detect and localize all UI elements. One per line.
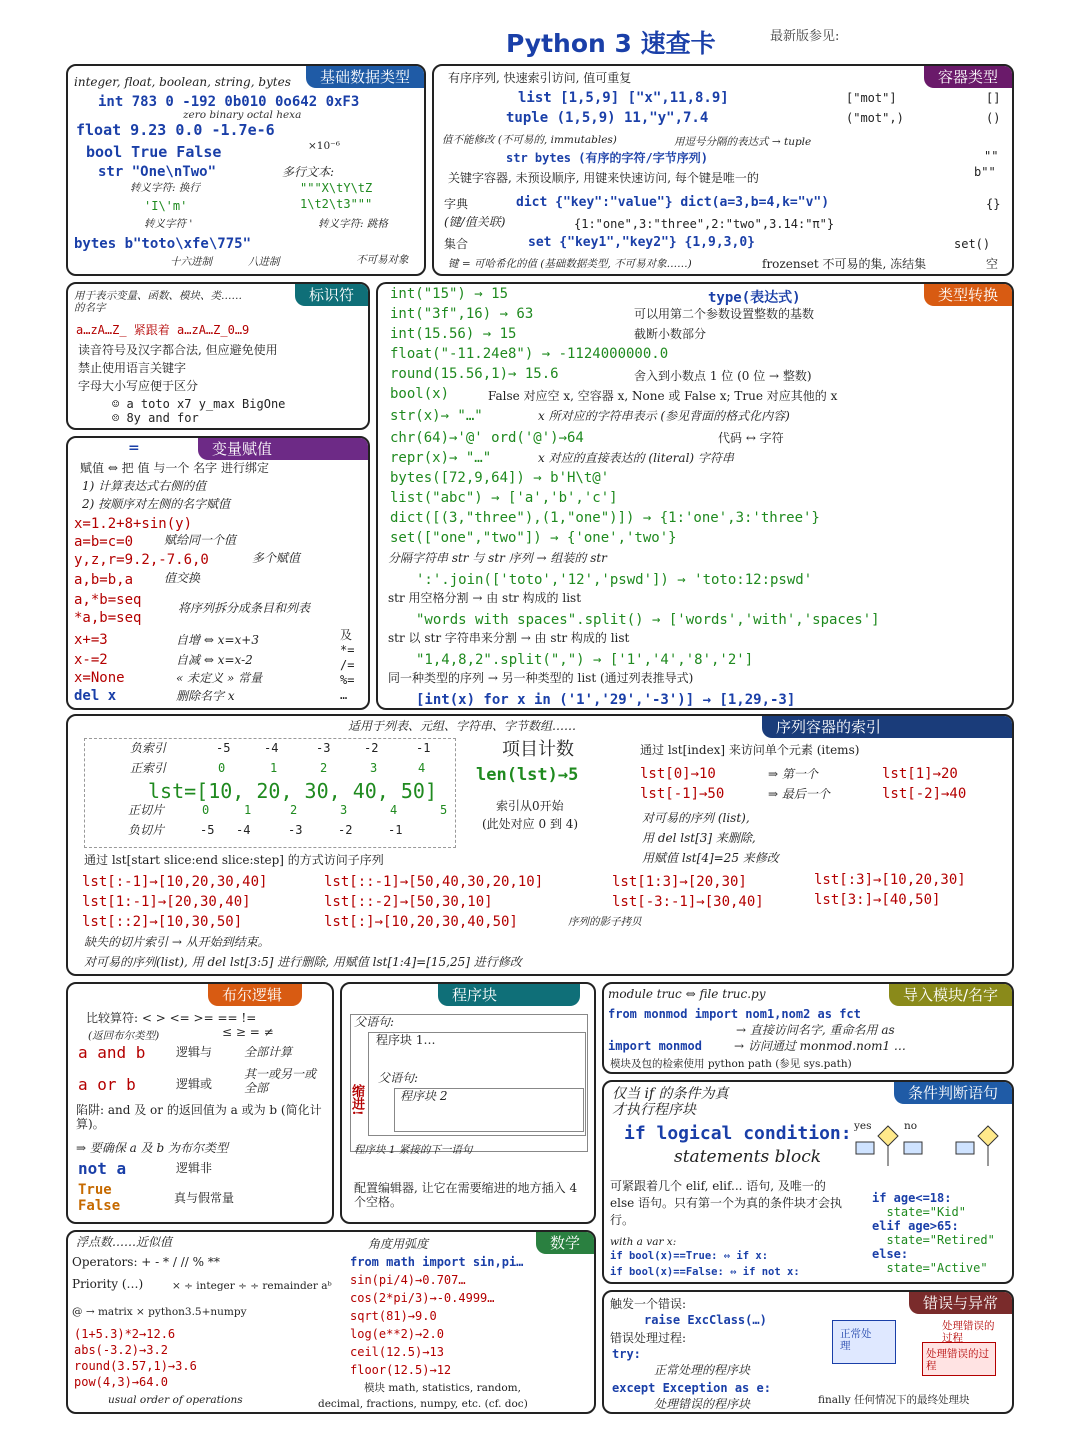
operators: Operators: + - * / // % ** <box>72 1255 220 1269</box>
str-note-newline: 转义字符: 换行 <box>130 182 200 194</box>
subseq-desc: 通过 lst[start slice:end slice:step] 的方式访问子序列 <box>84 853 384 867</box>
tuple-line: tuple (1,5,9) 11,"y",7.4 <box>506 110 709 126</box>
keyed-containers: 关键字容器, 未预设顺序, 用键来快速访问, 每个键是唯一的 <box>448 171 759 185</box>
assign-l8: x-=2 <box>74 652 108 668</box>
mut-1: 对可易的序列 (list), <box>642 811 750 825</box>
slice-9: lst[::2]→[10,30,50] <box>82 914 243 930</box>
import-l2: import monmod <box>608 1039 702 1053</box>
cond-v1: if bool(x)==True: ⇔ if x: <box>610 1250 769 1262</box>
math-r4: sqrt(81)→9.0 <box>350 1309 437 1323</box>
dict-line2: {1:"one",3:"three",2:"two",3.14:"π"} <box>574 217 835 231</box>
diagram-normal: 正常处理 <box>840 1328 872 1353</box>
diagram-err2: 处理错误的过程 <box>942 1320 995 1345</box>
latest-version-note: 最新版参见: <box>770 29 840 44</box>
and-note: 逻辑与 <box>176 1045 213 1059</box>
cond-c2: state="Kid" <box>872 1205 966 1219</box>
slice-2: lst[::-1]→[50,40,30,20,10] <box>324 874 544 890</box>
str-note-quote: 转义字符 ' <box>144 218 193 230</box>
join-example: ':'.join(['toto','12','pswd']) → 'toto:12:pswd' <box>416 572 813 588</box>
cmp-return: (返回布尔类型) <box>88 1030 160 1042</box>
str-quote: 'I\'m' <box>144 199 188 213</box>
conversion-row: str(x)→ "…" <box>390 408 483 424</box>
cond-only: 仅当 if 的条件为真 <box>612 1086 729 1102</box>
float-approx: 浮点数……近似值 <box>76 1235 173 1249</box>
operator-notes: × ÷ integer ÷ ÷ remainder aᵇ <box>172 1280 332 1292</box>
neg-slice-value: -1 <box>388 823 403 837</box>
and-expr: a and b <box>78 1043 146 1062</box>
math-header: 数学 <box>536 1232 594 1254</box>
assign-l2: a=b=c=0 <box>74 534 134 550</box>
import-path: 模块及包的检索使用 python path (参见 sys.path) <box>610 1058 852 1070</box>
handle-desc: 错误处理过程: <box>610 1331 687 1345</box>
block-parent2: 父语句: <box>378 1071 419 1085</box>
program-block-header: 程序块 <box>438 984 580 1006</box>
join-note: 分隔字符串 str 与 str 序列 → 组装的 str <box>388 551 607 565</box>
conversion-row: set(["one","two"]) → {'one','two'} <box>390 530 677 546</box>
pos-slice-value: 0 <box>202 803 210 817</box>
import-l1n: → 直接访问名字, 重命名用 as <box>736 1023 895 1037</box>
finally-note: finally 任何情况下的最终处理块 <box>818 1394 970 1406</box>
access-3: lst[-1]→50 <box>640 786 725 802</box>
import-section <box>602 982 1014 1074</box>
conv-note-repr: x 对应的直接表达的 (literal) 字符串 <box>538 451 734 465</box>
container-types-header: 容器类型 <box>924 66 1012 88</box>
assign-l6: *a,b=seq <box>74 610 142 626</box>
assign-l56n: 将序列拆分成条目和列表 <box>178 601 311 615</box>
math-r2: sin(pi/4)→0.707… <box>350 1273 466 1287</box>
conversion-row: int(15.56) → 15 <box>390 326 517 342</box>
cond-c6: state="Active" <box>872 1261 988 1275</box>
access-4: lst[-2]→40 <box>882 786 967 802</box>
str-empty: "" <box>984 149 999 163</box>
assign-l7n: 自增 ⇔ x=x+3 <box>176 633 259 647</box>
assign-desc: 赋值 ⇔ 把 值 与一个 名字 进行绑定 <box>80 461 269 475</box>
cond-c4: state="Retired" <box>872 1233 995 1247</box>
cond-c5: else: <box>872 1247 909 1261</box>
assign-l3: y,z,r=9.2,-7.6,0 <box>74 552 209 568</box>
bool-line: bool True False <box>86 143 222 161</box>
flow-yes: yes <box>854 1120 872 1132</box>
index-from-zero-b: (此处对应 0 到 4) <box>482 817 579 831</box>
identifiers-header: 标识符 <box>295 284 368 306</box>
access-2: lst[1]→20 <box>882 766 958 782</box>
access-desc: 通过 lst[index] 来访问单个元素 (items) <box>640 743 860 757</box>
split-note: str 用空格分割 → 由 str 构成的 list <box>388 591 582 605</box>
access-1n: ⇒ 第一个 <box>768 767 818 781</box>
import-header: 导入模块/名字 <box>889 984 1012 1006</box>
assign-l10n: 删除名字 x <box>176 689 235 703</box>
neg-index-value: -3 <box>316 741 331 755</box>
assign-l8n: 自减 ⇔ x=x-2 <box>176 653 253 667</box>
len-example: len(lst)→5 <box>476 765 579 785</box>
and-note2: 全部计算 <box>244 1045 293 1059</box>
dict-empty: {} <box>986 197 1001 211</box>
cond-desc: 可紧跟着几个 elif, elif... 语句, 及唯一的 else 语句。只有第一个为真的条件块才会执行。 <box>610 1179 843 1227</box>
module-file: module truc ⇔ file truc.py <box>608 987 766 1001</box>
conv-note-base: 可以用第二个参数设置整数的基数 <box>634 307 815 321</box>
neg-slice-value: -4 <box>236 823 251 837</box>
neg-slice-label: 负切片 <box>128 823 165 837</box>
multiline-label: 多行文本: <box>282 165 335 179</box>
dict-sub: (键/值关联) <box>444 215 506 229</box>
cond-c3: elif age>65: <box>872 1219 959 1233</box>
str-bytes-line: str bytes (有序的字符/字节序列) <box>506 151 708 165</box>
ordered-seq: 有序序列, 快速索引访问, 值可重复 <box>448 71 632 85</box>
pos-index-value: 3 <box>370 761 378 775</box>
cond-only2: 才执行程序块 <box>612 1102 696 1118</box>
slice-5: lst[1:-1]→[20,30,40] <box>82 894 251 910</box>
error-block: 处理错误的程序块 <box>654 1397 751 1411</box>
bytes-hex-note: 十六进制 <box>170 256 212 268</box>
tf-note: 真与假常量 <box>174 1191 235 1205</box>
tuple-empty: () <box>986 111 1001 125</box>
set-empty: set() <box>954 237 991 251</box>
block-1: 程序块 1… <box>376 1033 436 1047</box>
raise-code: raise ExcClass(…) <box>644 1313 767 1327</box>
mut-3: 用赋值 lst[4]=25 来修改 <box>642 851 779 865</box>
flow-no: no <box>904 1120 918 1132</box>
conv-note-str: x 所对应的字符串表示 (参见背面的格式化内容) <box>538 409 790 423</box>
missing-slice-note: 缺失的切片索引 → 从开始到结束。 <box>84 935 270 949</box>
pos-slice-value: 4 <box>390 803 398 817</box>
bool-trap: 陷阱: and 及 or 的返回值为 a 或为 b (简化计算)。 <box>76 1103 322 1131</box>
neg-slice-value: -5 <box>200 823 215 837</box>
not-note: 逻辑非 <box>176 1161 213 1175</box>
block-parent: 父语句: <box>354 1015 395 1029</box>
block-config: 配置编辑器, 让它在需要缩进的地方插入 4 个空格。 <box>354 1181 578 1209</box>
immutable-values-note: 值不能修改 (不可易的, immutables) <box>442 134 617 146</box>
neg-index-value: -1 <box>416 741 431 755</box>
assign-s1: 1) 计算表达式右侧的值 <box>82 479 207 493</box>
neg-index-value: -2 <box>364 741 379 755</box>
tuple-single: ("mot",) <box>846 111 904 125</box>
or-note2: 其一或另一或全部 <box>244 1067 317 1095</box>
ident-good: ☺ a toto x7 y_max BigOne <box>112 397 286 411</box>
type-conversion-header: 类型转换 <box>924 284 1012 306</box>
cond-stmt: statements block <box>674 1147 822 1167</box>
except-kw: except Exception as e: <box>612 1381 771 1395</box>
conversion-row: bytes([72,9,64]) → b'H\t@' <box>390 470 610 486</box>
comma-tuple-note: 用逗号分隔的表达式 → tuple <box>674 136 812 148</box>
block-next: 程序块 1 紧接的下一语句 <box>354 1144 473 1156</box>
list-single: ["mot"] <box>846 91 897 105</box>
assign-eq: = <box>128 440 140 456</box>
page-title: Python 3 速查卡 <box>506 29 716 58</box>
slice-1: lst[:-1]→[10,20,30,40] <box>82 874 268 890</box>
slice-8: lst[3:]→[40,50] <box>814 892 941 908</box>
conversion-row: dict([(3,"three"),(1,"one")]) → {1:'one',3:'three'} <box>390 510 820 526</box>
normal-block: 正常处理的程序块 <box>654 1363 751 1377</box>
conversion-row: int("3f",16) → 63 <box>390 306 534 322</box>
empty-label: 空 <box>986 257 999 271</box>
math-r7: floor(12.5)→12 <box>350 1363 452 1377</box>
assign-l4: a,b=b,a <box>74 572 134 588</box>
flowchart-icon <box>848 1122 1008 1172</box>
float-exp-note: ×10⁻⁶ <box>308 140 340 152</box>
neg-slice-value: -2 <box>338 823 353 837</box>
basic-types-list: integer, float, boolean, string, bytes <box>74 75 291 89</box>
bytes-empty: b"" <box>974 165 996 179</box>
key-hashable-note: 键 = 可哈希化的值 (基础数据类型, 不可易对象……) <box>448 258 692 270</box>
math-m4: pow(4,3)→64.0 <box>74 1375 168 1389</box>
ident-r1: 读音符号及汉字都合法, 但应避免使用 <box>78 343 278 357</box>
indent-warning: 缩进! <box>348 1084 364 1116</box>
conv-note-trunc: 截断小数部分 <box>634 327 707 341</box>
conditional-header: 条件判断语句 <box>894 1082 1012 1104</box>
int-line: int 783 0 -192 0b010 0o642 0xF3 <box>98 94 360 110</box>
conditional-section <box>602 1080 1014 1284</box>
frozenset-note: frozenset 不可易的集, 冻结集 <box>762 257 927 271</box>
dict-line: dict {"key":"value"} dict(a=3,b=4,k="v") <box>516 195 830 210</box>
neg-slice-value: -3 <box>288 823 303 837</box>
type-conversion-section <box>376 282 1014 710</box>
math-section <box>66 1230 596 1414</box>
boolean-section <box>66 982 334 1224</box>
or-note: 逻辑或 <box>176 1077 213 1091</box>
dict-label: 字典 <box>444 197 469 211</box>
cmp-ops: 比较算符: < > <= >= == != <box>86 1011 257 1025</box>
pos-index-value: 4 <box>418 761 426 775</box>
math-r3: cos(2*pi/3)→-0.4999… <box>350 1291 495 1305</box>
set-label: 集合 <box>444 237 469 251</box>
assign-l3n: 多个赋值 <box>252 551 301 565</box>
basic-types-section <box>66 64 426 276</box>
list-line: list [1,5,9] ["x",11,8.9] <box>518 90 729 106</box>
pos-index-label: 正索引 <box>130 761 167 775</box>
raise-desc: 触发一个错误: <box>610 1297 687 1311</box>
split-example: "words with spaces".split() → ['words','with','spaces'] <box>416 612 880 628</box>
assign-l9: x=None <box>74 670 125 686</box>
ident-r3: 字母大小写应便于区分 <box>78 379 199 393</box>
conv-note-bool: False 对应空 x, 空容器 x, None 或 False x; True 对应其他的 x <box>488 389 838 403</box>
set-line: set {"key1","key2"} {1,9,3,0} <box>528 235 755 250</box>
exceptions-section <box>602 1290 1014 1414</box>
cond-if: if logical condition: <box>624 1123 852 1144</box>
slice-del-note: 对可易的序列(list), 用 del lst[3:5] 进行删除, 用赋值 lst[1:4]=[15,25] 进行修改 <box>84 955 522 969</box>
identifiers-section <box>66 282 370 430</box>
conversion-row: round(15.56,1)→ 15.6 <box>390 366 559 382</box>
conv-note-chr: 代码 ↔ 字符 <box>718 431 784 445</box>
conversion-row: repr(x)→ "…" <box>390 450 492 466</box>
conversion-row: list("abc") → ['a','b','c'] <box>390 490 618 506</box>
matrix-note: @ → matrix × python3.5+numpy <box>72 1306 247 1318</box>
slice-10: lst[:]→[10,20,30,40,50] <box>324 914 518 930</box>
pos-index-value: 2 <box>320 761 328 775</box>
neg-index-value: -5 <box>216 741 231 755</box>
assign-l2n: 赋给同一个值 <box>164 533 237 547</box>
cond-v2: if bool(x)==False: ⇔ if not x: <box>610 1266 800 1278</box>
pos-slice-value: 2 <box>290 803 298 817</box>
ident-rule: a…zA…Z_ 紧跟着 a…zA…Z_0…9 <box>76 323 250 337</box>
conversion-row: chr(64)→'@' ord('@')→64 <box>390 430 584 446</box>
multiline-2: 1\t2\t3""" <box>300 197 373 211</box>
list-empty: [] <box>986 91 1001 105</box>
cond-c1: if age<=18: <box>872 1191 952 1205</box>
index-from-zero: 索引从0开始 <box>496 799 564 813</box>
access-1: lst[0]→10 <box>640 766 716 782</box>
int-notes: zero binary octal hexa <box>183 109 302 121</box>
ident-bad: ☹ 8y and for <box>112 411 199 425</box>
assign-l4n: 值交换 <box>164 571 201 585</box>
bool-ensure: ⇒ 要确保 a 及 b 为布尔类型 <box>76 1141 228 1155</box>
conversion-row: float("-11.24e8") → -1124000000.0 <box>390 346 669 362</box>
bytes-oct-note: 八进制 <box>248 256 280 268</box>
neg-index-label: 负索引 <box>130 741 167 755</box>
pos-index-value: 1 <box>270 761 278 775</box>
slice-3: lst[1:3]→[20,30] <box>612 874 747 890</box>
slice-4: lst[:3]→[10,20,30] <box>814 872 966 888</box>
assign-l5: a,*b=seq <box>74 592 142 608</box>
diagram-err1: 处理错误的过程 <box>926 1348 989 1373</box>
import-l1: from monmod import nom1,nom2 as fct <box>608 1007 861 1021</box>
math-r6: ceil(12.5)→13 <box>350 1345 444 1359</box>
slice-10n: 序列的影子拷贝 <box>568 916 642 928</box>
indexing-applies: 适用于列表、元组、字符串、字节数组…… <box>348 719 577 733</box>
split2-example: "1,4,8,2".split(",") → ['1','4','8','2'] <box>416 652 754 668</box>
str-line: str "One\nTwo" <box>98 164 217 180</box>
assign-l7: x+=3 <box>74 632 108 648</box>
split2-note: str 以 str 字符串来分割 → 由 str 构成的 list <box>388 631 630 645</box>
float-line: float 9.23 0.0 -1.7e-6 <box>76 121 275 139</box>
slice-6: lst[::-2]→[50,30,10] <box>324 894 493 910</box>
assignment-header: 变量赋值 <box>198 438 368 460</box>
exceptions-header: 错误与异常 <box>909 1292 1012 1314</box>
indexing-section <box>66 714 1014 976</box>
try-kw: try: <box>612 1347 641 1361</box>
slice-7: lst[-3:-1]→[30,40] <box>612 894 764 910</box>
cmp-ops-math: ≤ ≥ = ≠ <box>222 1025 274 1039</box>
math-modules: 模块 math, statistics, random, <box>364 1382 521 1394</box>
usual-order: usual order of operations <box>108 1394 243 1406</box>
math-r1: from math import sin,pi… <box>350 1255 524 1269</box>
priority: Priority (…) <box>72 1277 144 1291</box>
pos-slice-value: 3 <box>340 803 348 817</box>
ident-desc: 用于表示变量、函数、模块、类……的名字 <box>74 290 242 315</box>
or-expr: a or b <box>78 1075 136 1094</box>
str-note-tab: 转义字符: 跳格 <box>318 218 388 230</box>
mut-2: 用 del lst[3] 来删除, <box>642 831 756 845</box>
assign-l9n: « 未定义 » 常量 <box>176 671 263 685</box>
comp-note: 同一种类型的序列 → 另一种类型的 list (通过列表推导式) <box>388 671 694 685</box>
assign-l10: del x <box>74 688 117 704</box>
conv-note-round: 舍入到小数点 1 位 (0 位 → 整数) <box>634 369 812 383</box>
assign-s2: 2) 按顺序对左侧的名字赋值 <box>82 497 231 511</box>
math-m3: round(3.57,1)→3.6 <box>74 1359 197 1373</box>
bytes-line: bytes b"toto\xfe\775" <box>74 236 252 252</box>
item-count-title: 项目计数 <box>502 739 574 760</box>
boolean-header: 布尔逻辑 <box>208 984 302 1006</box>
ident-r2: 禁止使用语言关键字 <box>78 361 187 375</box>
math-m1: (1+5.3)*2→12.6 <box>74 1327 176 1341</box>
flowchart-diamond-icon <box>848 1122 1008 1172</box>
lst-definition: lst=[10, 20, 30, 40, 50] <box>148 779 437 803</box>
true-false: True False <box>78 1182 121 1215</box>
math-m2: abs(-3.2)→3.2 <box>74 1343 168 1357</box>
cond-var: with a var x: <box>610 1236 677 1248</box>
conversion-row: bool(x) <box>390 386 450 402</box>
pos-slice-label: 正切片 <box>128 803 165 817</box>
pos-index-value: 0 <box>218 761 226 775</box>
program-block-section <box>340 982 596 1224</box>
indexing-header: 序列容器的索引 <box>762 716 1012 738</box>
assign-l1: x=1.2+8+sin(y) <box>74 516 193 532</box>
math-modules2: decimal, fractions, numpy, etc. (cf. doc) <box>318 1398 528 1410</box>
assign-ops: 及 *= /= %= … <box>340 628 355 702</box>
import-l2n: → 访问通过 monmod.nom1 … <box>734 1039 906 1053</box>
pos-slice-value: 1 <box>244 803 252 817</box>
pos-slice-value: 5 <box>440 803 448 817</box>
immutable-note: 不可易对象 <box>356 254 409 266</box>
multiline-1: """X\tY\tZ <box>300 181 373 195</box>
comp-example: [int(x) for x in ('1','29','-3')] → [1,29,-3] <box>416 692 796 708</box>
block-2: 程序块 2 <box>400 1089 448 1103</box>
type-expr: type(表达式) <box>708 290 801 306</box>
container-types-section <box>432 64 1014 276</box>
math-r5: log(e**2)→2.0 <box>350 1327 444 1341</box>
conversion-row: int("15") → 15 <box>390 286 509 302</box>
neg-index-value: -4 <box>264 741 279 755</box>
access-3n: ⇒ 最后一个 <box>768 787 830 801</box>
angle-radian: 角度用弧度 <box>368 1237 429 1251</box>
assignment-section <box>66 436 370 710</box>
not-expr: not a <box>78 1159 127 1178</box>
basic-types-header: 基础数据类型 <box>306 66 424 88</box>
